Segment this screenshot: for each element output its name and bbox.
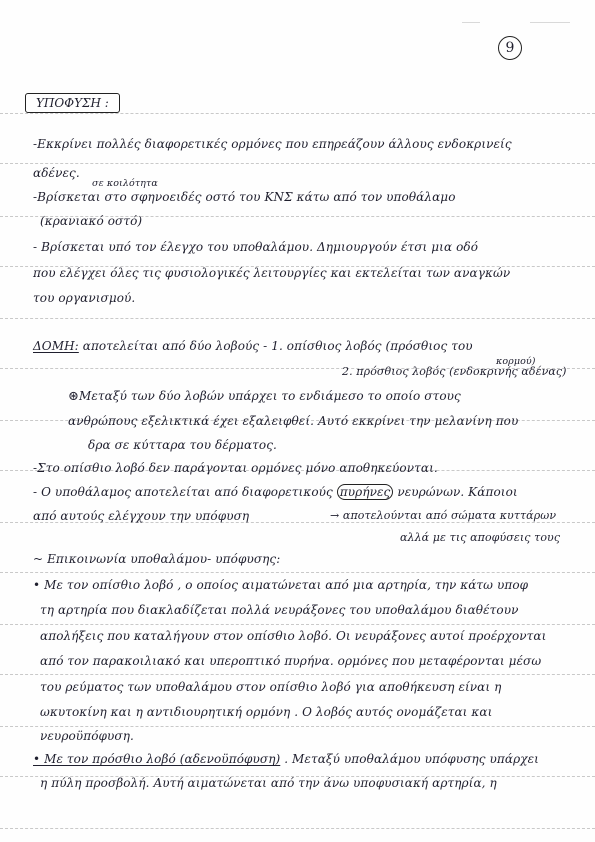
section-heading: ΥΠΟΦΥΣΗ :	[25, 93, 120, 113]
rule-line	[0, 163, 595, 164]
communication-title: ~ Επικοινωνία υποθαλάμου- υπόφυσης:	[33, 552, 281, 566]
hypothalamus-line-2: από αυτούς ελέγχουν την υπόφυση	[33, 509, 250, 523]
top-mark	[530, 22, 570, 23]
circled-bullet-icon: ⊛	[68, 389, 79, 404]
rule-line	[0, 674, 595, 675]
structure-text: αποτελείται από δύο λοβούς - 1. οπίσθιος λοβός (πρόσθιος του	[82, 339, 473, 353]
intro-margin-note: σε κοιλότητα	[92, 178, 158, 189]
circled-word: πυρήνες	[337, 484, 394, 500]
intermediate-line-3: δρα σε κύτταρα του δέρματος.	[88, 438, 277, 452]
communication-line-4: από τον παρακοιλιακό και υπερoπτικό πυρήνα. ορμόνες που μεταφέρονται μέσω	[40, 654, 542, 668]
rule-line	[0, 318, 595, 319]
rule-line	[0, 726, 595, 727]
communication-line-5: του ρεύματος των υποθαλάμου στον οπίσθιο λοβό για αποθήκευση είναι η	[40, 680, 502, 694]
communication-line-3: απολήξεις που καταλήγουν στον οπίσθιο λοβό. Οι νευράξονες αυτοί προέρχονται	[40, 629, 547, 643]
intro-line-7: του οργανισμού.	[33, 291, 136, 305]
communication-line-1: • Με τον οπίσθιο λοβό , ο οποίος αιματώνεται από μια αρτηρία, την κάτω υποφ	[33, 578, 529, 592]
hypothalamus-arrow-note: → αποτελούνται από σώματα κυττάρων	[330, 509, 557, 522]
anterior-heading: • Με τον πρόσθιο λοβό (αδενοϋπόφυση)	[33, 752, 281, 766]
anterior-line-2: η πύλη προσβολή. Αυτή αιματώνεται από την άνω υποφυσιακή αρτηρία, η	[40, 776, 497, 790]
intermediate-line-1	[68, 389, 461, 404]
anterior-line-1	[33, 752, 539, 766]
hypothalamus-line-1	[33, 485, 518, 499]
rule-line	[0, 828, 595, 829]
intro-line-4: (κρανιακό οστό)	[40, 214, 143, 228]
structure-line	[33, 339, 473, 353]
hypothalamus-line-3: αλλά με τις αποφύσεις τους	[400, 531, 561, 544]
intermediate-line-2: ανθρώπους εξελικτικά έχει εξαλειφθεί. Αυτό εκκρίνει την μελανίνη που	[68, 414, 519, 428]
intro-line-1: -Εκκρίνει πολλές διαφορετικές ορμόνες που επηρεάζουν άλλους ενδοκρινείς	[33, 137, 512, 151]
rule-line	[0, 572, 595, 573]
intro-line-5: - Βρίσκεται υπό τον έλεγχο του υποθαλάμου. Δημιουργούν έτσι μια οδό	[33, 240, 479, 254]
posterior-line: -Στο οπίσθιο λοβό δεν παράγονται ορμόνες μόνο αποθηκεύονται.	[33, 461, 438, 475]
communication-line-6: ωκυτοκίνη και η αντιδιουρητική ορμόνη . Ο λοβός αυτός ονομάζεται και	[40, 705, 493, 719]
structure-lobe-2: 2. πρόσθιος λοβός (ενδοκρινής αδένας)	[342, 365, 567, 378]
intro-line-3: -Βρίσκεται στο σφηνοειδές οστό του ΚΝΣ κάτω από τον υποθάλαμο	[33, 190, 456, 204]
top-mark	[462, 22, 480, 23]
page-number: 9	[498, 36, 522, 60]
structure-superscript: κορμού)	[496, 356, 536, 367]
communication-line-7: νευροϋπόφυση.	[40, 729, 134, 743]
communication-line-2: τη αρτηρία που διακλαδίζεται πολλά νευράξονες του υποθαλάμου διαθέτουν	[40, 603, 519, 617]
intro-line-2: αδένες.	[33, 166, 80, 180]
intro-line-6: που ελέγχει όλες τις φυσιολογικές λειτουργίες και εκτελείται των αναγκών	[33, 266, 511, 280]
hypothalamus-text-a: - Ο υποθάλαμος αποτελείται από διαφορετικούς	[33, 485, 333, 499]
intermediate-text-1: Μεταξύ των δύο λοβών υπάρχει το ενδιάμεσο το οποίο στους	[79, 389, 461, 403]
anterior-text: . Μεταξύ υποθαλάμου υπόφυσης υπάρχει	[280, 752, 539, 766]
hypothalamus-text-b: νευρώνων. Κάποιοι	[397, 485, 518, 499]
rule-line	[0, 113, 595, 114]
rule-line	[0, 624, 595, 625]
structure-label: ΔΟΜΗ:	[33, 339, 79, 353]
